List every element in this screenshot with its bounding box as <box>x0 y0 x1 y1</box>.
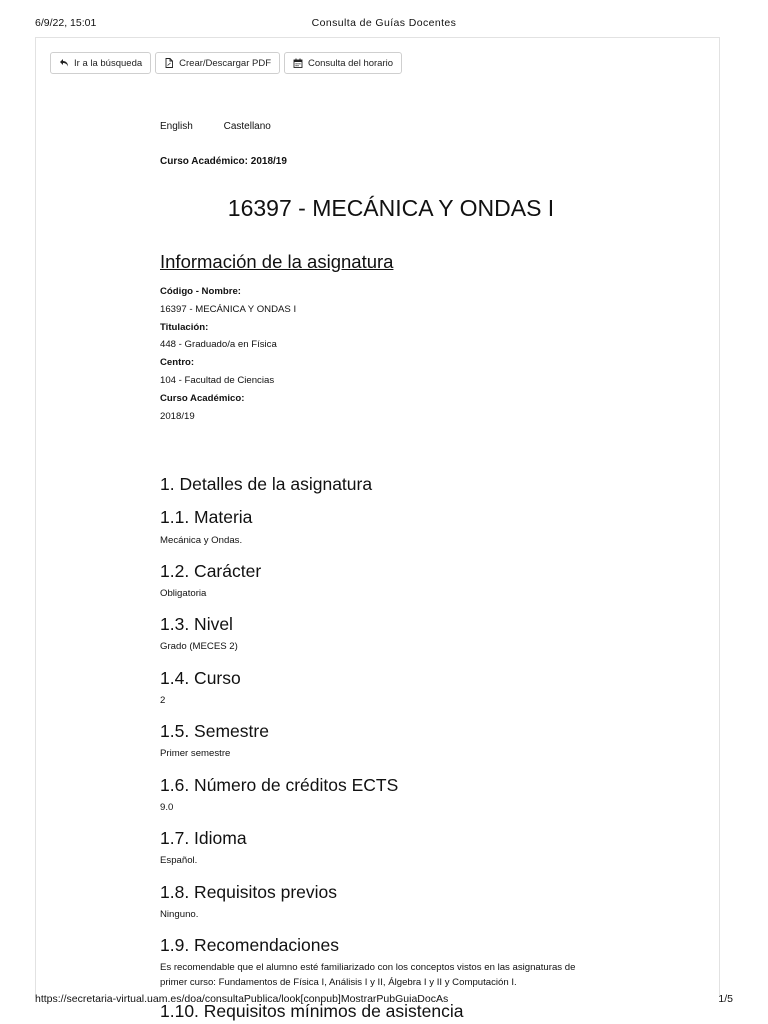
language-switcher <box>160 121 299 132</box>
section-heading: 1.10. Requisitos mínimos de asistencia <box>160 1001 464 1021</box>
section-text: Primer semestre <box>160 748 231 759</box>
print-footer <box>35 993 733 1007</box>
info-value: 2018/19 <box>160 410 195 422</box>
section-heading: 1.2. Carácter <box>160 561 262 581</box>
print-url: https://secretaria-virtual.uam.es/doa/consultaPublica/look[conpub]MostrarPubGuiaDocAs <box>35 993 449 1005</box>
print-title: Consulta de Guías Docentes <box>311 17 457 29</box>
print-header <box>35 17 733 31</box>
info-value: 448 - Graduado/a en Física <box>160 339 277 351</box>
section-heading: 1.9. Recomendaciones <box>160 935 339 955</box>
info-label: Curso Académico: <box>160 392 245 404</box>
back-to-search-label: Ir a la búsqueda <box>74 57 143 69</box>
section-text: Mecánica y Ondas. <box>160 535 243 546</box>
section-heading: 1.3. Nivel <box>160 614 233 634</box>
info-label: Código - Nombre: <box>160 286 242 297</box>
section-heading: 1.1. Materia <box>160 507 253 527</box>
section-text: Ninguno. <box>160 909 199 920</box>
section-text: 2 <box>160 695 166 706</box>
calendar-icon <box>293 58 303 68</box>
details-heading: 1. Detalles de la asignatura <box>160 474 373 494</box>
section-text: Obligatoria <box>160 588 207 599</box>
section-heading: 1.7. Idioma <box>160 828 247 848</box>
info-label: Titulación: <box>160 321 209 333</box>
info-value: 104 - Facultad de Ciencias <box>160 374 275 386</box>
subject-title: 16397 - MECÁNICA Y ONDAS I <box>227 195 555 221</box>
info-heading: Información de la asignatura <box>160 251 394 272</box>
print-date: 6/9/22, 15:01 <box>35 17 97 29</box>
section-heading: 1.6. Número de créditos ECTS <box>160 775 399 795</box>
toolbar <box>50 52 402 74</box>
create-pdf-button[interactable] <box>155 52 280 74</box>
section-heading: 1.5. Semestre <box>160 721 269 741</box>
language-english-link[interactable]: English <box>160 121 193 132</box>
section-text: 9.0 <box>160 802 174 813</box>
academic-year: Curso Académico: 2018/19 <box>160 156 287 167</box>
language-spanish-link[interactable]: Castellano <box>223 121 271 132</box>
info-list <box>160 283 296 425</box>
back-to-search-button[interactable] <box>50 52 151 74</box>
schedule-button[interactable] <box>284 52 402 74</box>
info-label: Centro: <box>160 357 195 369</box>
undo-arrow-icon <box>59 58 69 68</box>
section-text: Es recomendable que el alumno esté familiarizado con los conceptos vistos en las asignaturas de <box>160 962 576 973</box>
pdf-file-icon <box>164 58 174 68</box>
section-text: primer curso: Fundamentos de Física I, Análisis I y II, Álgebra I y II y Computación I. <box>160 977 517 988</box>
page-number: 1/5 <box>718 993 733 1005</box>
create-pdf-label: Crear/Descargar PDF <box>179 57 271 69</box>
section-text: Grado (MECES 2) <box>160 641 238 652</box>
section-heading: 1.8. Requisitos previos <box>160 882 338 902</box>
section-heading: 1.4. Curso <box>160 668 241 688</box>
section-text: Español. <box>160 855 198 866</box>
info-value: 16397 - MECÁNICA Y ONDAS I <box>160 303 297 315</box>
schedule-label: Consulta del horario <box>308 57 394 69</box>
